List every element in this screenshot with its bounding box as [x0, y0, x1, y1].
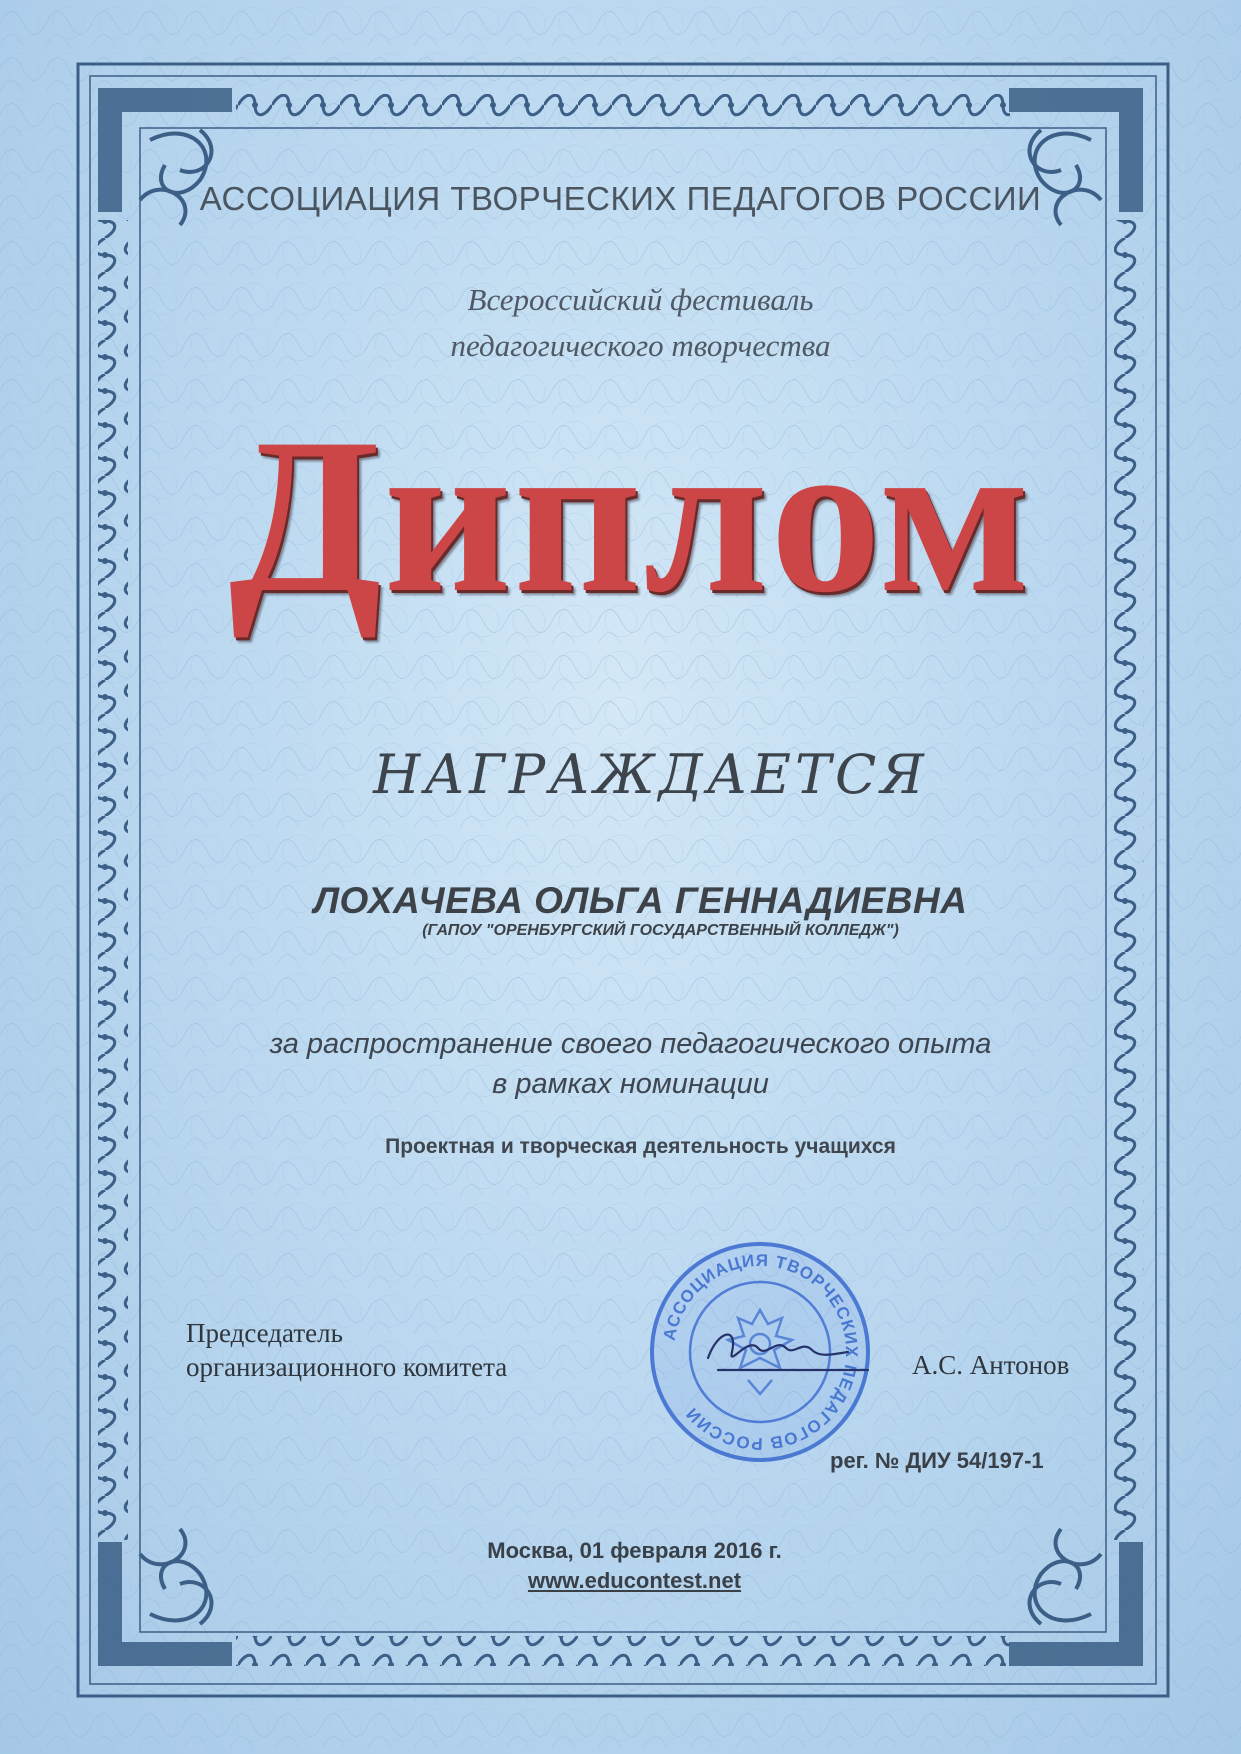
- reason-line-2: в рамках номинации: [492, 1068, 769, 1100]
- website-link[interactable]: www.educontest.net: [527, 1568, 742, 1593]
- nomination-title: Проектная и творческая деятельность учащихся: [385, 1135, 896, 1158]
- organization-name: АССОЦИАЦИЯ ТВОРЧЕСКИХ ПЕДАГОГОВ РОССИИ: [199, 180, 1042, 217]
- recipient-name: ЛОХАЧЕВА ОЛЬГА ГЕННАДИЕВНА: [313, 880, 968, 921]
- recipient-institution: (ГАПОУ "ОРЕНБУРГСКИЙ ГОСУДАРСТВЕННЫЙ КОЛЛЕДЖ"): [422, 922, 899, 939]
- diploma-title: Диплом: [228, 393, 1033, 639]
- festival-line-2: педагогического творчества: [450, 328, 831, 363]
- place-and-date: Москва, 01 февраля 2016 г.: [487, 1538, 782, 1563]
- reason-line-1: за распространение своего педагогического опыта: [269, 1028, 992, 1060]
- signatory-role-line-2: организационного комитета: [186, 1352, 508, 1382]
- seal-text: АССОЦИАЦИЯ ТВОРЧЕСКИХ ПЕДАГОГОВ РОССИИ: [659, 1250, 862, 1454]
- festival-line-1: Всероссийский фестиваль: [467, 282, 814, 317]
- signatory-role-line-1: Председатель: [186, 1318, 343, 1348]
- signatory-name: А.С. Антонов: [912, 1350, 1070, 1380]
- registration-number: рег. № ДИУ 54/197-1: [830, 1448, 1044, 1473]
- organization-seal: [648, 1240, 872, 1464]
- awarded-label: НАГРАЖДАЕТСЯ: [373, 743, 928, 806]
